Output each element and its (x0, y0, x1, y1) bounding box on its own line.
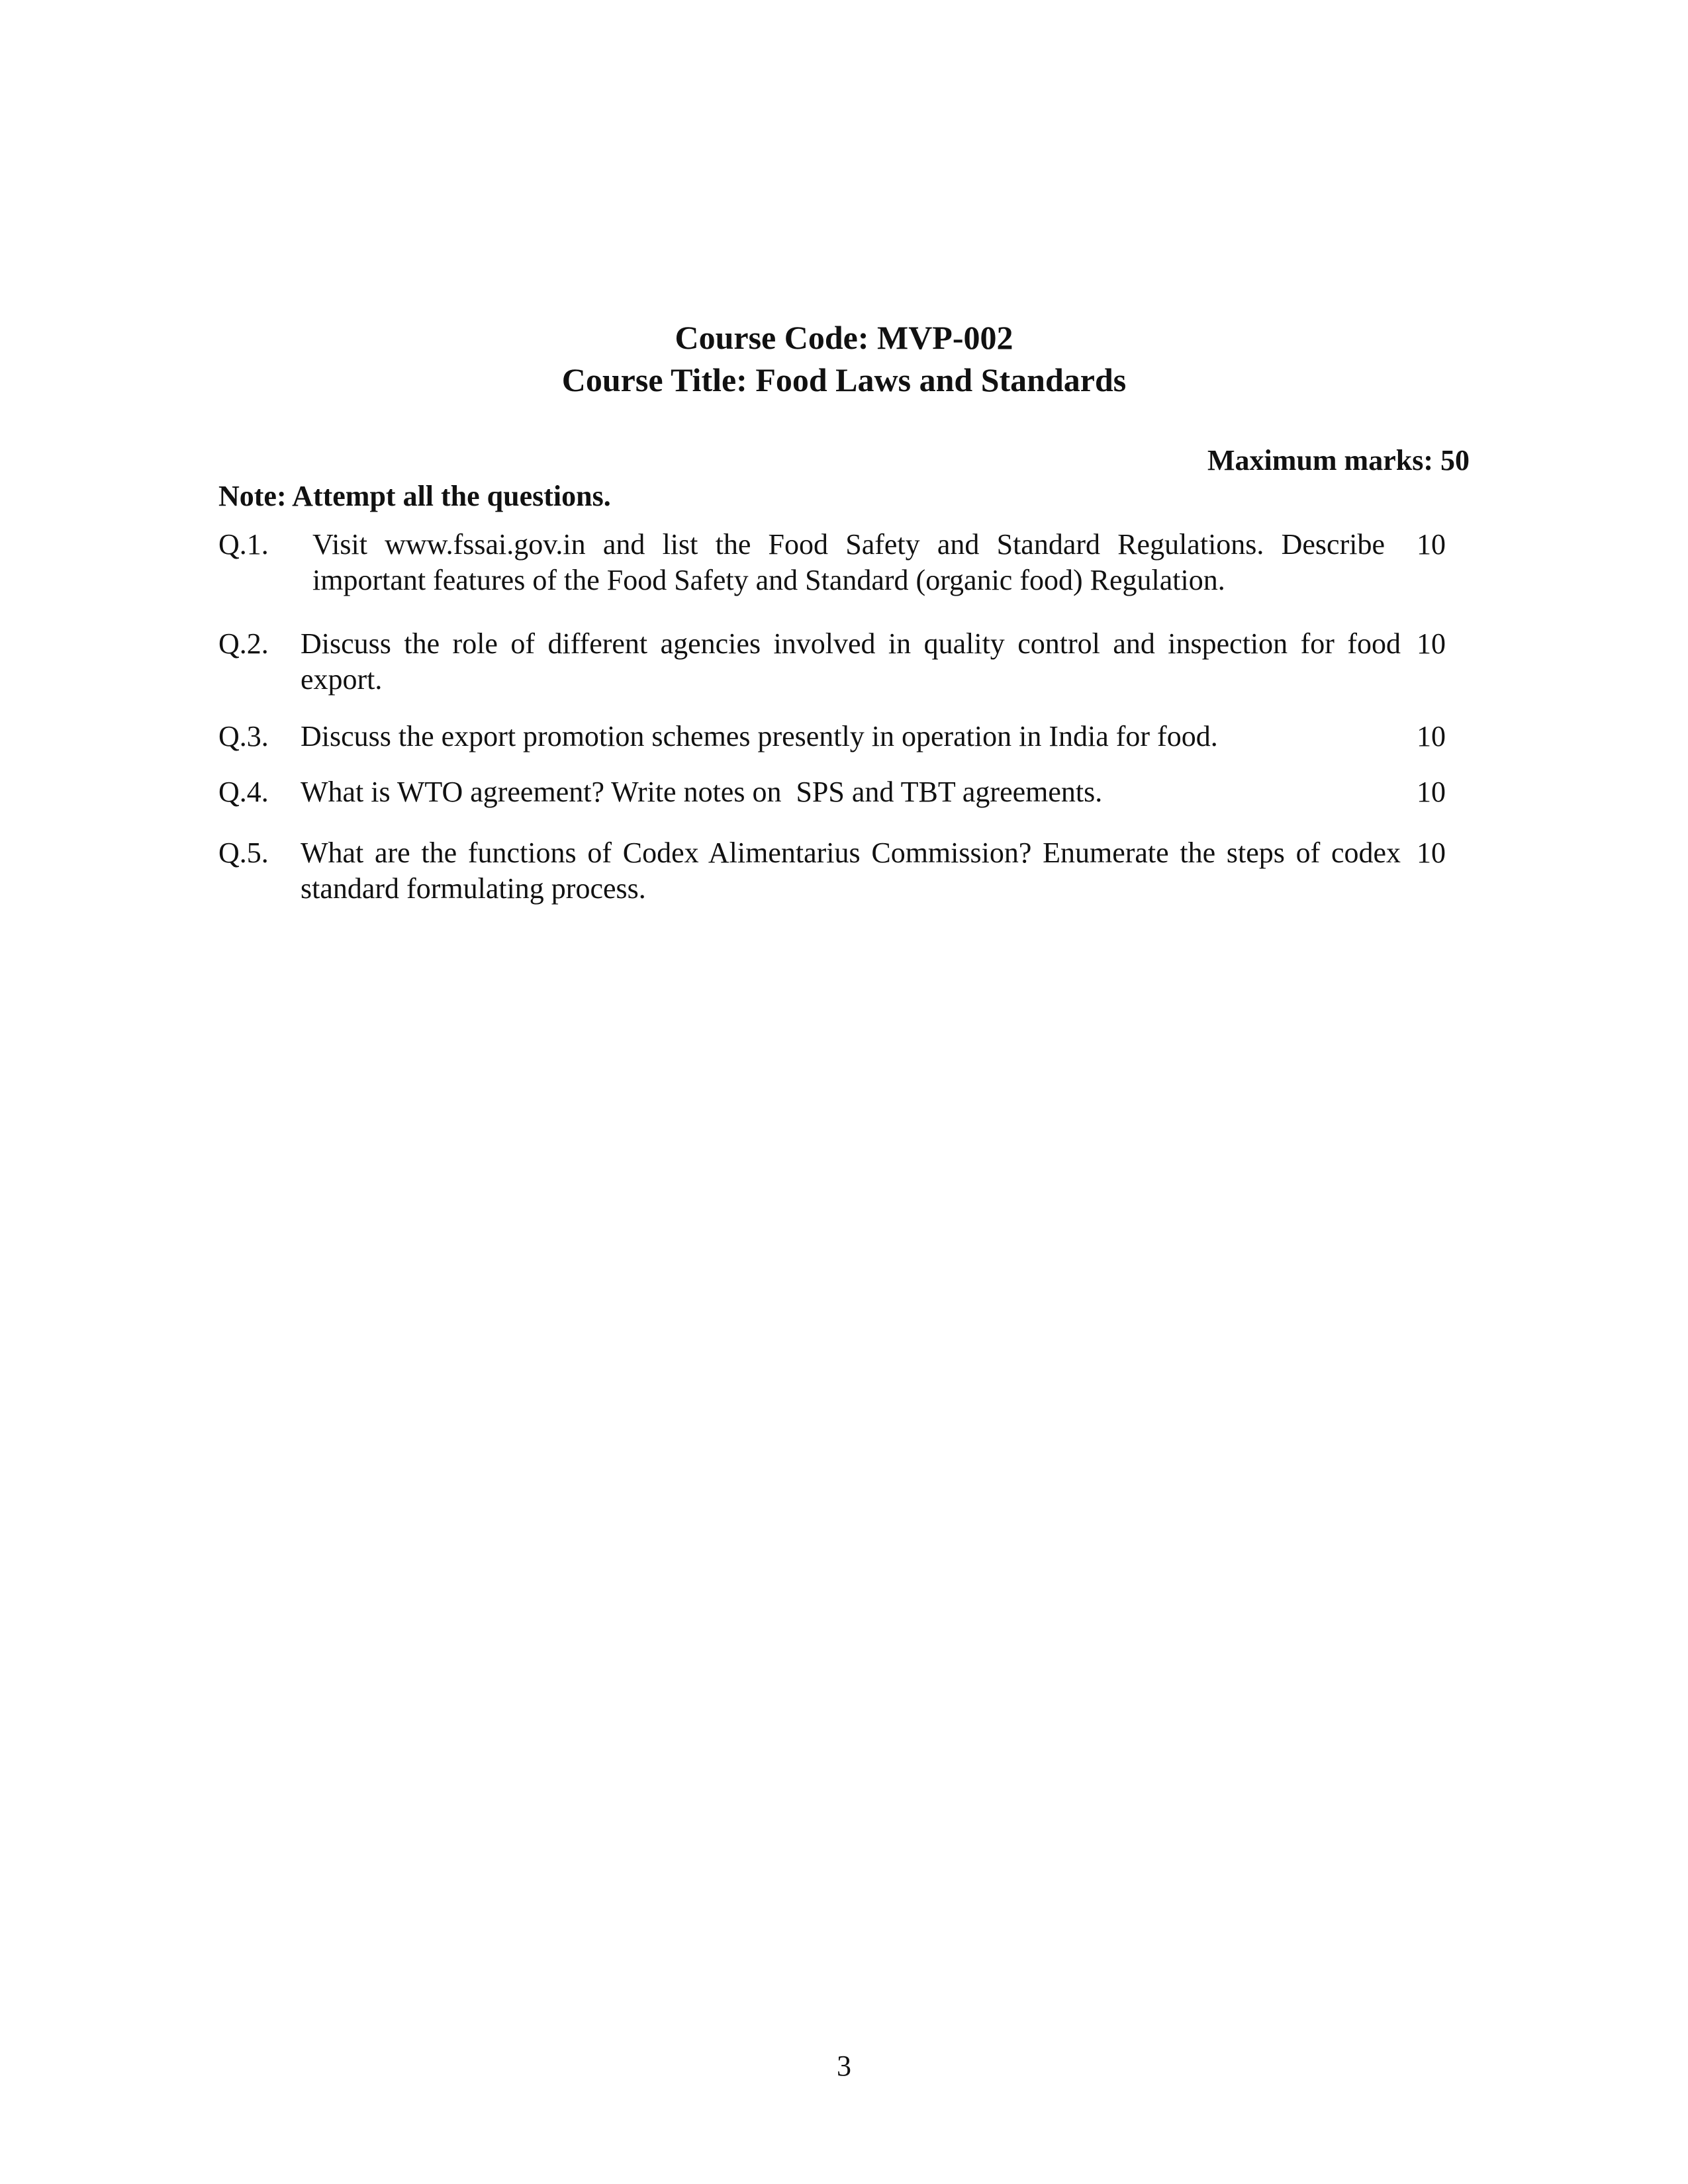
page-number: 3 (837, 2050, 851, 2082)
question-text: What are the functions of Codex Alimentarius Commission? Enumerate the steps of codex standard formulating process. (301, 837, 1401, 905)
question-text: Visit www.fssai.gov.in and list the Food Safety and Standard Regulations. Describe important features of the Food Safety and Standard (organic food) Regulation. (312, 528, 1385, 596)
course-title-heading: Course Title: Food Laws and Standards (561, 361, 1127, 398)
maximum-marks-label: Maximum marks: 50 (1207, 444, 1470, 477)
question-number: Q.4. (218, 776, 269, 808)
question-number: Q.2. (218, 627, 269, 660)
question-number: Q.1. (218, 528, 269, 561)
question-text: What is WTO agreement? Write notes on SPS and TBT agreements. (301, 776, 1103, 808)
question-number: Q.5. (218, 837, 269, 869)
instructions-note: Note: Attempt all the questions. (218, 480, 611, 512)
question-marks: 10 (1417, 720, 1446, 752)
question-text: Discuss the role of different agencies involved in quality control and inspection for food export. (301, 627, 1401, 696)
course-code-heading: Course Code: MVP-002 (675, 319, 1013, 356)
question-marks: 10 (1417, 837, 1446, 869)
question-number: Q.3. (218, 720, 269, 752)
question-marks: 10 (1417, 528, 1446, 561)
question-marks: 10 (1417, 627, 1446, 660)
question-text: Discuss the export promotion schemes presently in operation in India for food. (301, 720, 1218, 752)
question-marks: 10 (1417, 776, 1446, 808)
